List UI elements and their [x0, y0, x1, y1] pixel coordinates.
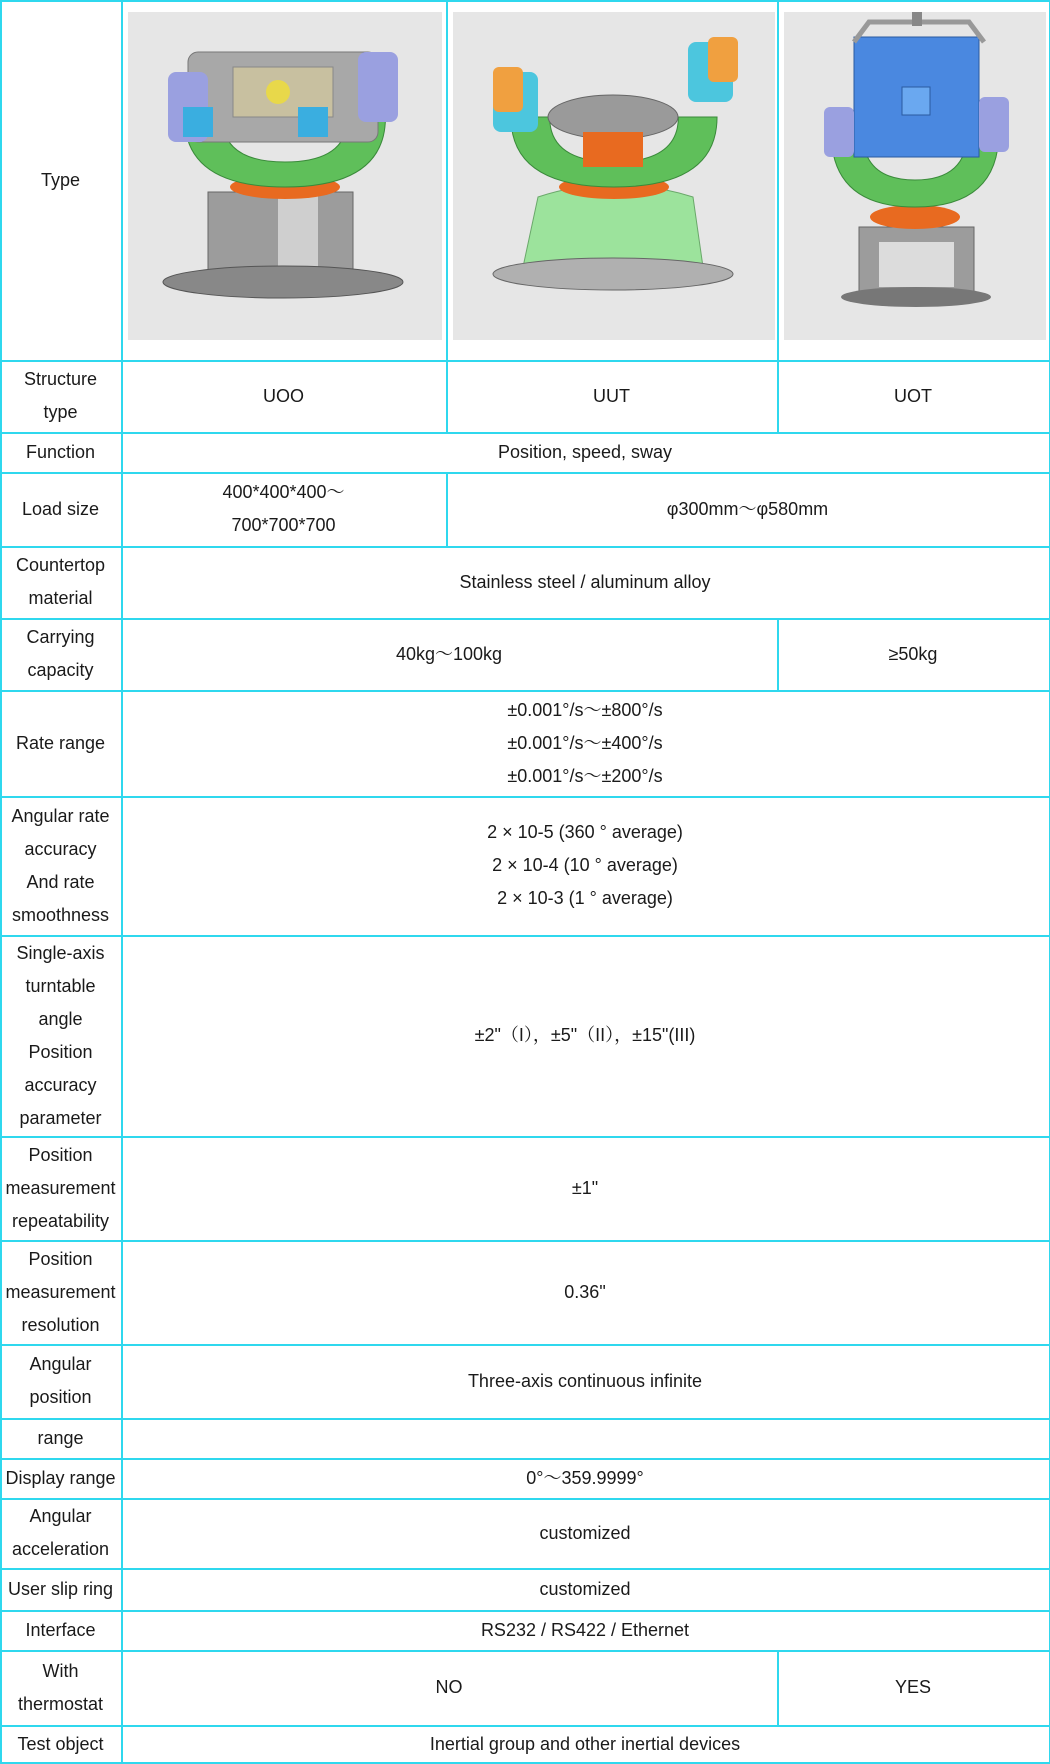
row-label-line: Display range [5, 1467, 116, 1488]
row-value [121, 618, 777, 690]
row-label-line: User slip ring [7, 1578, 114, 1599]
grid-line [446, 472, 448, 546]
row-label [0, 1650, 121, 1725]
row-value-line: YES [894, 1677, 932, 1697]
row-label [0, 1344, 121, 1418]
row-value [121, 1610, 1049, 1650]
row-label [0, 1136, 121, 1240]
row-label-line: repeatability [11, 1210, 110, 1231]
grid-line [777, 0, 779, 360]
row-label [0, 472, 121, 546]
row-value [121, 1498, 1049, 1568]
row-value [121, 796, 1049, 935]
row-label [0, 1498, 121, 1568]
row-label [0, 1568, 121, 1610]
row-label-line: Test object [17, 1734, 104, 1754]
grid-line [0, 1498, 1050, 1500]
row-label-line: range [37, 1427, 84, 1448]
row-label-line: Countertop [15, 555, 106, 575]
row-value-line: UOO [262, 385, 304, 406]
row-value-line: Three-axis continuous infinite [467, 1370, 703, 1391]
row-value [121, 1725, 1049, 1764]
row-label-line: thermostat [17, 1693, 104, 1714]
row-label-line: Function [25, 441, 96, 462]
grid-line [0, 1418, 1050, 1420]
row-value-line: Position, speed, sway [497, 441, 673, 462]
row-label [0, 432, 121, 472]
row-label-line: turntable [25, 975, 96, 996]
row-value [121, 1344, 1049, 1418]
row-label-line: Carrying [26, 627, 95, 647]
row-label-line: Single-axis [16, 942, 105, 963]
row-label-line: Position [28, 1041, 93, 1062]
uoo-turntable-image [128, 12, 442, 340]
grid-line [446, 360, 448, 432]
row-value [777, 618, 1049, 690]
row-value-line: 0°～359.9999° [526, 1467, 644, 1488]
row-label [0, 935, 121, 1136]
row-label [0, 1610, 121, 1650]
row-label-line: smoothness [11, 904, 110, 925]
row-value-line: NO [435, 1677, 463, 1697]
row-value-line: 2 × 10-5 (360 ° average) [487, 822, 683, 842]
row-value-line: ±2"（I），±5"（II），±15"(III) [474, 1025, 696, 1045]
row-label-line: With [42, 1660, 79, 1681]
row-value-line: customized [539, 1522, 631, 1543]
grid-line [0, 1610, 1050, 1612]
row-label-line: Load size [21, 498, 100, 519]
row-label-line: And rate [26, 871, 95, 892]
type-label-line: Type [40, 169, 81, 190]
row-label-line: Angular [29, 1354, 92, 1374]
row-label-line: Structure [23, 369, 98, 389]
row-label-line: accuracy [24, 838, 97, 859]
row-label [0, 796, 121, 935]
grid-line [777, 618, 779, 690]
grid-line [0, 796, 1050, 798]
row-value [121, 690, 1049, 796]
row-label-line: type [43, 402, 78, 422]
grid-line [0, 1725, 1050, 1727]
row-label-line: material [28, 588, 93, 608]
turntable-drawing [128, 12, 442, 340]
row-value [446, 360, 777, 432]
turntable-drawing [453, 12, 775, 340]
row-value-line: Stainless steel / aluminum alloy [459, 571, 711, 592]
row-value [446, 472, 1049, 546]
row-label-line: acceleration [11, 1539, 110, 1559]
row-label [0, 1725, 121, 1764]
grid-line [0, 935, 1050, 937]
grid-line [0, 690, 1050, 692]
row-value [121, 432, 1049, 472]
type-label [0, 0, 121, 360]
row-value [121, 546, 1049, 618]
row-value [121, 935, 1049, 1136]
grid-line [0, 618, 1050, 620]
grid-line [0, 1240, 1050, 1242]
row-value-line: 400*400*400～ [222, 482, 345, 502]
uut-turntable-image [453, 12, 775, 340]
row-label [0, 546, 121, 618]
row-value [121, 1418, 1049, 1458]
grid-line [777, 1650, 779, 1725]
row-value-line: customized [539, 1578, 631, 1599]
row-label-line: accuracy [24, 1074, 97, 1095]
row-value [121, 1240, 1049, 1344]
row-label [0, 618, 121, 690]
row-label-line: Position [28, 1248, 93, 1269]
row-value-line: UUT [593, 385, 630, 406]
grid-line [0, 1650, 1050, 1652]
row-value-line: φ300mm～φ580mm [666, 498, 829, 519]
grid-line [0, 1136, 1050, 1138]
row-label-line: position [29, 1387, 92, 1407]
grid-line [0, 432, 1050, 434]
row-value-line: ±0.001°/s～±400°/s [507, 732, 663, 753]
row-value [777, 360, 1049, 432]
row-value-line: 700*700*700 [231, 515, 336, 535]
row-value-line: 2 × 10-3 (1 ° average) [497, 888, 673, 908]
grid-line [0, 472, 1050, 474]
row-value-line: UOT [894, 385, 932, 406]
row-label [0, 690, 121, 796]
turntable-drawing [784, 12, 1046, 340]
row-label-line: resolution [21, 1314, 100, 1335]
row-value-line: 0.36" [564, 1281, 606, 1302]
row-value [777, 1650, 1049, 1725]
row-value [121, 360, 446, 432]
row-value-line: ±0.001°/s～±800°/s [507, 699, 663, 720]
row-value-line: 40kg～100kg [395, 643, 503, 664]
row-label-line: Rate range [15, 732, 106, 753]
grid-line [777, 360, 779, 432]
row-value-line: ≥50kg [888, 643, 938, 664]
row-label [0, 1418, 121, 1458]
uot-turntable-image [784, 12, 1046, 340]
grid-line [0, 1344, 1050, 1346]
row-value-line: ±1" [571, 1177, 599, 1198]
row-label-line: measurement [5, 1177, 116, 1198]
row-value-line: Inertial group and other inertial devices [429, 1734, 741, 1754]
grid-line [0, 0, 2, 1764]
row-label-line: parameter [19, 1107, 102, 1128]
row-value-line: RS232 / RS422 / Ethernet [480, 1619, 690, 1640]
row-label [0, 1240, 121, 1344]
grid-line [446, 0, 448, 360]
grid-line [0, 1458, 1050, 1460]
row-value [121, 1136, 1049, 1240]
row-label-line: Position [28, 1144, 93, 1165]
row-value-line: ±0.001°/s～±200°/s [507, 765, 663, 786]
row-value [121, 1568, 1049, 1610]
grid-line [0, 0, 1050, 2]
grid-line [0, 546, 1050, 548]
row-label-line: Angular rate [11, 805, 110, 826]
row-value [121, 1650, 777, 1725]
grid-line [121, 0, 123, 1764]
row-label-line: Angular [29, 1506, 92, 1526]
row-label [0, 360, 121, 432]
row-label [0, 1458, 121, 1498]
row-value-line: 2 × 10-4 (10 ° average) [492, 855, 678, 875]
row-label-line: Interface [25, 1619, 96, 1640]
grid-line [0, 360, 1050, 362]
row-label-line: capacity [27, 660, 94, 680]
row-label-line: angle [38, 1008, 83, 1029]
row-label-line: measurement [5, 1281, 116, 1302]
grid-line [0, 1568, 1050, 1570]
row-value [121, 1458, 1049, 1498]
row-value [121, 472, 446, 546]
